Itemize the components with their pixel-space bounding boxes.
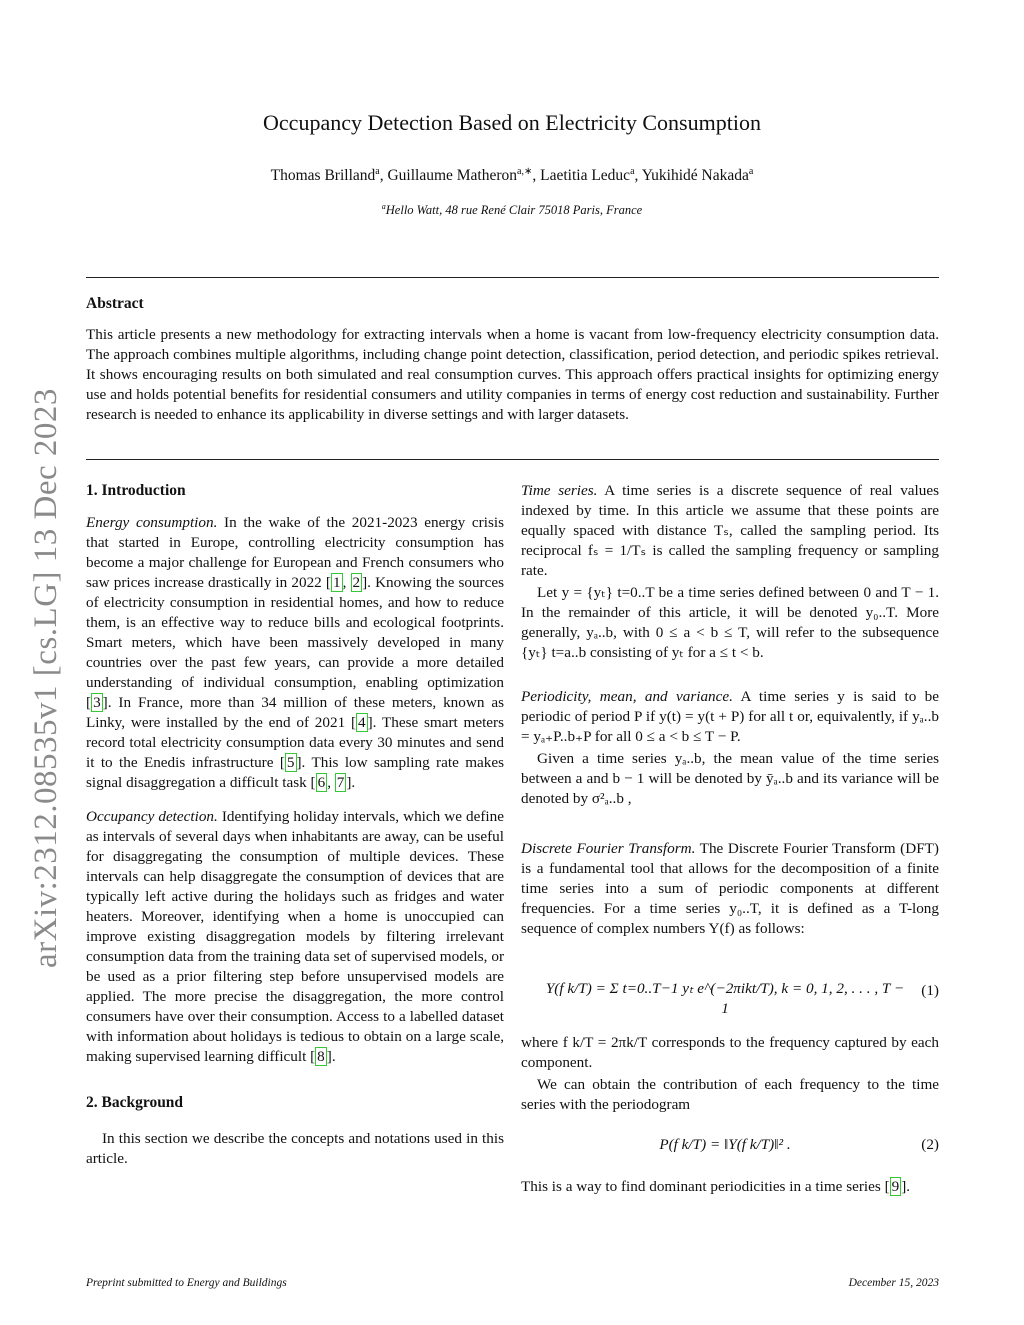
dft-paragraph <box>521 839 939 939</box>
paper-title: Occupancy Detection Based on Electricity Consumption <box>263 110 761 135</box>
arxiv-id: arXiv:2312.08535v1 [cs.LG] 13 Dec 2023 <box>28 388 64 968</box>
author-name: Laetitia Leduc <box>540 167 631 185</box>
equation-number: (1) <box>921 982 939 999</box>
citation-link[interactable]: 8 <box>317 1048 325 1065</box>
timeseries-paragraph <box>521 481 939 581</box>
affiliation-text: Hello Watt, 48 rue René Clair 75018 Paris, France <box>385 203 643 218</box>
equation-body: Y(f k/T) = Σ t=0..T−1 yₜ e^(−2πikt/T), k = 0, 1, 2, . . . , T − 1 <box>545 980 905 1017</box>
para-text: ]. Knowing the sources of electricity consumption in residential homes, and how to reduce them, is an effective way to reduce bills and ecological footprints. Smart meters, which have been massively developed in many countries over the past few years, can provide a more detailed understanding of individual consumption, enabling optimization [ <box>86 574 504 711</box>
para-text: A time series y is said to be periodic of period P if y(t) = y(t + P) for all t or, equivalently, if yₐ..b = yₐ₊P..b₊P for all 0 ≤ a < b ≤ T − P. <box>521 688 939 745</box>
para-text: ]. In France, more than 34 million of these meters, known as Linky, were installed by the end of 2021 [ <box>86 694 504 731</box>
periodicity-paragraph: Given a time series yₐ..b, the mean value of the time series between a and b − 1 will be denoted by ȳₐ..b and its variance will be denoted by σ²ₐ..b , <box>521 750 939 807</box>
author-list: Thomas Brilland$^a$, Guillaume Matheron$^{a,∗}$, Laetitia Leduc$^a$, Yukihidé Nakada$^a$ <box>270 166 754 185</box>
citation-link[interactable]: 5 <box>286 754 295 771</box>
periodicity-paragraph <box>521 687 939 747</box>
citation-link[interactable]: 7 <box>336 774 345 791</box>
right-column <box>521 481 939 1197</box>
para-lead: Energy consumption. <box>86 514 218 531</box>
para-text: ]. These smart meters record total electricity consumption data every 30 minutes and send it to the Enedis infrastructure [ <box>86 714 504 771</box>
equation-2 <box>521 1125 939 1169</box>
citation-link[interactable]: 6 <box>317 774 326 791</box>
citation-link[interactable]: 3 <box>93 694 101 711</box>
abstract-text: This article presents a new methodology for extracting intervals when a home is vacant from low-frequency electricity consumption data. The approach combines multiple algorithms, including change point detection, classification, period detection, and periodic spikes retrieval. It shows encouraging results on both simulated and real consumption curves. This approach offers practical insights for optimizing energy use and holds potential benefits for residential consumers and utility companies in terms of energy cost reduction and sustainability. Further research is needed to enhance its applicability in diverse settings and with larger datasets. <box>86 326 939 423</box>
para-text: ]. <box>346 774 356 791</box>
para-lead: Discrete Fourier Transform. <box>521 840 696 857</box>
para-text: ]. This low sampling rate makes signal disaggregation a difficult task [ <box>86 754 504 791</box>
dft-paragraph: where f k/T = 2πk/T corresponds to the frequency captured by each component. <box>521 1034 939 1071</box>
citation-link[interactable]: 2 <box>352 574 361 591</box>
author-name: Thomas Brilland <box>270 167 376 185</box>
arxiv-stamp <box>24 350 68 970</box>
author-sup: a <box>630 166 635 177</box>
footer-left: Preprint submitted to Energy and Buildings <box>86 1277 287 1289</box>
footer-date: December 15, 2023 <box>848 1277 939 1289</box>
author-sup: a <box>375 166 380 177</box>
left-column <box>86 481 504 1169</box>
equation-body: P(f k/T) = ‖Y(f k/T)‖² . <box>659 1136 791 1153</box>
intro-paragraph: Energy consumption. In the wake of the 2021-2023 energy crisis that started in Europe, controlling electricity consumption has become a major challenge for European and French consumers who saw prices increase drastically in 2022 [ 1 , 2 ]. Knowing the sources of electricity consumption in residential homes, and how to reduce them, is an effective way to reduce bills and ecological footprints. Smart meters, which have been massively developed in many countries over the past few years, can provide a more detailed understanding of individual consumption, enabling optimization [ 3 ]. In France, more than 34 million of these meters, known as Linky, were installed by the end of 2021 [ 4 ]. These smart meters record total electricity consumption data every 30 minutes and send it to the Enedis infrastructure [ 5 ]. This low sampling rate makes signal disaggregation a difficult task [ 6 , 7 ]. <box>86 514 504 791</box>
intro-paragraph <box>86 807 504 1067</box>
para-text: In the wake of the 2021-2023 energy crisis that started in Europe, controlling electricity consumption has become a major challenge for European and French consumers who saw prices increase drastically in 2022 [ <box>86 514 504 591</box>
equation-1 <box>521 955 939 1025</box>
para-lead: Time series. <box>521 482 598 499</box>
para-lead: Occupancy detection. <box>86 808 218 825</box>
author-name: Yukihidé Nakada <box>641 167 749 185</box>
timeseries-paragraph: Let y = {yₜ} t=0..T be a time series defined between 0 and T − 1. In the remainder of this article, it will be denoted y₀..T. More generally, yₐ..b, with 0 ≤ a < b ≤ T, will refer to the subsequence {yₜ} t=a..b consisting of yₜ for a ≤ t < b. <box>521 584 939 661</box>
background-paragraph: In this section we describe the concepts and notations used in this article. <box>86 1130 504 1167</box>
affiliation <box>0 202 1024 218</box>
citation-link[interactable]: 9 <box>891 1178 900 1195</box>
para-text: Identifying holiday intervals, which we define as intervals of several days when inhabitants are away, can be useful for disaggregating the consumption of multiple devices. These intervals can help disaggregate the consumption of devices that are typically left active during the holidays such as fridges and water heaters. Moreover, identifying when a home is unoccupied can improve existing disaggregation models by filtering irrelevant consumption data from the training data set of supervised models, or be used as a prior filtering step before unsupervised models are applied. The more precise the disaggregation, the more control consumers have over their consumption. Access to a labelled dataset with information about holidays is tedious to obtain on a large scale, making supervised learning difficult [ <box>86 808 504 1065</box>
section-heading: 2. Background <box>86 1094 184 1111</box>
citation-link[interactable]: 1 <box>332 574 341 591</box>
citation-link[interactable]: 4 <box>358 714 366 731</box>
equation-number: (2) <box>921 1136 939 1153</box>
para-lead: Periodicity, mean, and variance. <box>521 688 733 705</box>
dft-paragraph: We can obtain the contribution of each frequency to the time series with the periodogram <box>521 1076 939 1113</box>
author-sup: a,∗ <box>517 166 533 177</box>
para-text: The Discrete Fourier Transform (DFT) is a fundamental tool that allows for the decomposition of a finite time series into a sum of periodic components at different frequencies. For a time series y₀..T, it is defined as a T-long sequence of complex numbers Y(f) as follows: <box>521 840 939 937</box>
para-text: ]. <box>901 1178 911 1195</box>
divider <box>86 277 939 278</box>
para-text: ]. <box>326 1048 336 1065</box>
section-heading: 1. Introduction <box>86 482 186 499</box>
author-name: Guillaume Matheron <box>387 167 518 185</box>
divider <box>86 459 939 460</box>
affiliation-sup: a <box>381 202 386 211</box>
abstract-heading: Abstract <box>86 295 144 312</box>
para-text: A time series is a discrete sequence of real values indexed by time. In this article we assume that these points are equally spaced with distance Tₛ, called the sampling period. Its reciprocal fₛ = 1/Tₛ is called the sampling frequency or sampling rate. <box>521 482 939 579</box>
para-text: This is a way to find dominant periodicities in a time series [ <box>521 1178 890 1195</box>
author-sup: a <box>748 166 754 177</box>
final-paragraph <box>521 1177 939 1197</box>
